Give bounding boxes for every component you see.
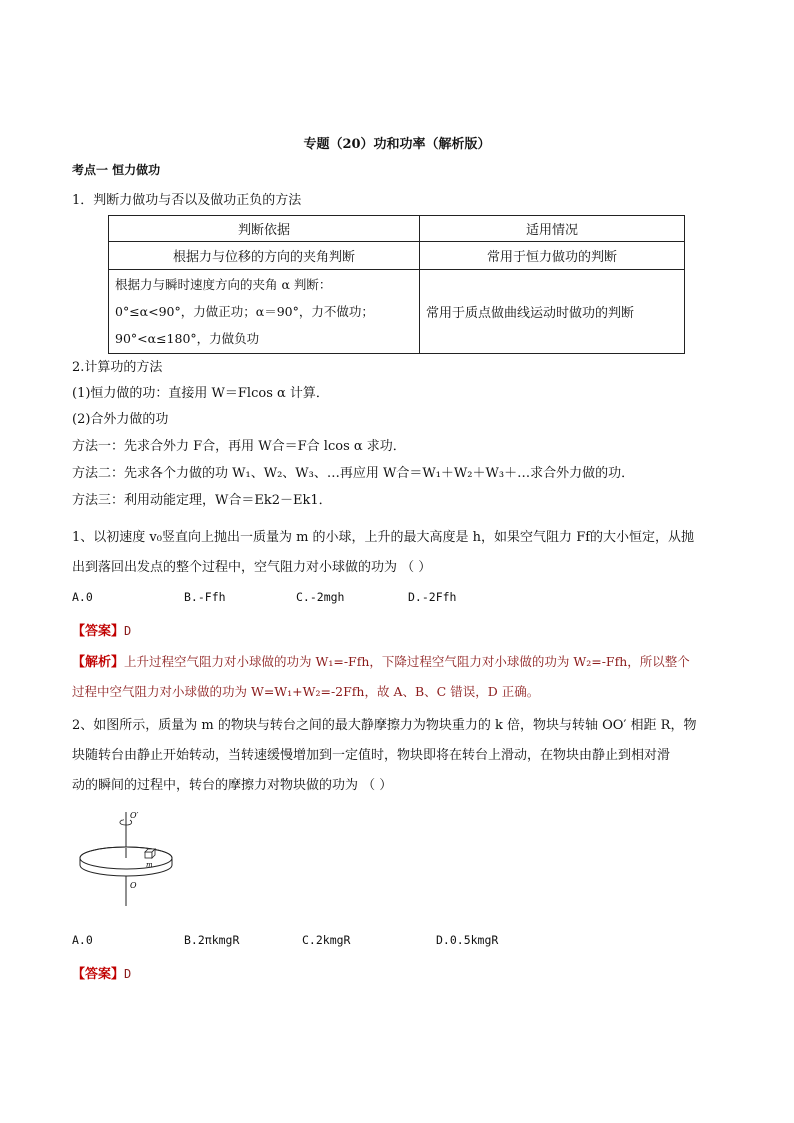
table-cell: 根据力与位移的方向的夹角判断 [109,242,420,270]
option-d: D.-2Ffh [408,590,457,604]
rotation-arrow-head [122,819,124,821]
way-1: 方法一：先求合外力 F合，再用 W合＝F合 lcos α 求功． [72,439,406,454]
answer-2 [72,963,131,982]
table-cell-line: 90°<α≤180°，力做负功 [115,331,260,346]
option-c: C.2kmgR [302,933,351,947]
question-2-line: 块随转台由静止开始转动，当转速缓慢增加到一定值时，物块即将在转台上滑动，在物块由静止到相对滑 [72,748,671,763]
analysis-text: 上升过程空气阻力对小球做的功为 W₁=-Ffh，下降过程空气阻力对小球做的功为 W₂=-Ffh，所以整个 [124,654,690,669]
analysis-label: 【解析】 [72,655,125,670]
table-cell: 常用于恒力做功的判断 [420,242,685,270]
section-heading: 考点一 恒力做功 [72,163,161,177]
table-header-cell: 适用情况 [420,216,685,242]
item-2-heading: 2.计算功的方法 [72,360,163,375]
answer-label: 【答案】 [72,624,125,639]
answer-1 [72,620,131,639]
table-header-cell: 判断依据 [109,216,420,242]
turntable-figure [78,808,178,908]
criteria-table [108,215,685,354]
method-2: (2)合外力做的功 [72,412,169,427]
answer-value: D [124,624,132,638]
option-b: B.-Ffh [184,590,226,604]
method-1: (1)恒力做的功：直接用 W＝Flcos α 计算． [72,386,329,401]
table-cell-line: 根据力与瞬时速度方向的夹角 α 判断： [115,277,332,292]
question-2-line: 2、如图所示，质量为 m 的物块与转台之间的最大静摩擦力为物块重力的 k 倍，物块与转轴 OO′ 相距 R，物 [72,718,697,733]
analysis-1 [72,651,690,670]
page-title: 专题（20）功和功率（解析版） [303,137,491,152]
table-row [109,270,685,354]
turntable-side [80,858,172,876]
block [145,849,155,858]
question-1-line: 1、以初速度 v₀竖直向上抛出一质量为 m 的小球，上升的最大高度是 h，如果空气阻力 Ff的大小恒定，从抛 [72,530,695,545]
option-b: B.2πkmgR [184,933,240,947]
item-1-heading: 1．判断力做功与否以及做功正负的方法 [72,193,302,208]
table-cell: 常用于质点做曲线运动时做功的判断 [420,270,685,354]
question-2-line: 动的瞬间的过程中，转台的摩擦力对物块做的功为 （ ） [72,778,393,793]
way-2: 方法二：先求各个力做的功 W₁、W₂、W₃、…再应用 W合＝W₁＋W₂＋W₃＋…求合外力做的功． [72,466,635,481]
answer-label: 【答案】 [72,967,125,982]
table-cell [109,270,420,354]
way-3: 方法三：利用动能定理，W合＝Ek2－Ek1． [72,493,332,508]
label-o: O [130,881,137,890]
option-a: A.0 [72,590,93,604]
answer-value: D [124,967,132,981]
question-1-line: 出到落回出发点的整个过程中，空气阻力对小球做的功为 （ ） [72,560,432,575]
analysis-text: 过程中空气阻力对小球做的功为 W=W₁+W₂=-2Ffh，故 A、B、C 错误，D 正确。 [72,684,540,699]
option-a: A.0 [72,933,93,947]
table-row [109,242,685,270]
table-header-row [109,216,685,242]
label-m: m [146,861,153,869]
option-c: C.-2mgh [296,590,345,604]
label-o-prime: O′ [130,811,139,820]
table-cell-line: 0°≤α<90°，力做正功；α＝90°，力不做功； [115,304,374,319]
option-d: D.0.5kmgR [436,933,499,947]
